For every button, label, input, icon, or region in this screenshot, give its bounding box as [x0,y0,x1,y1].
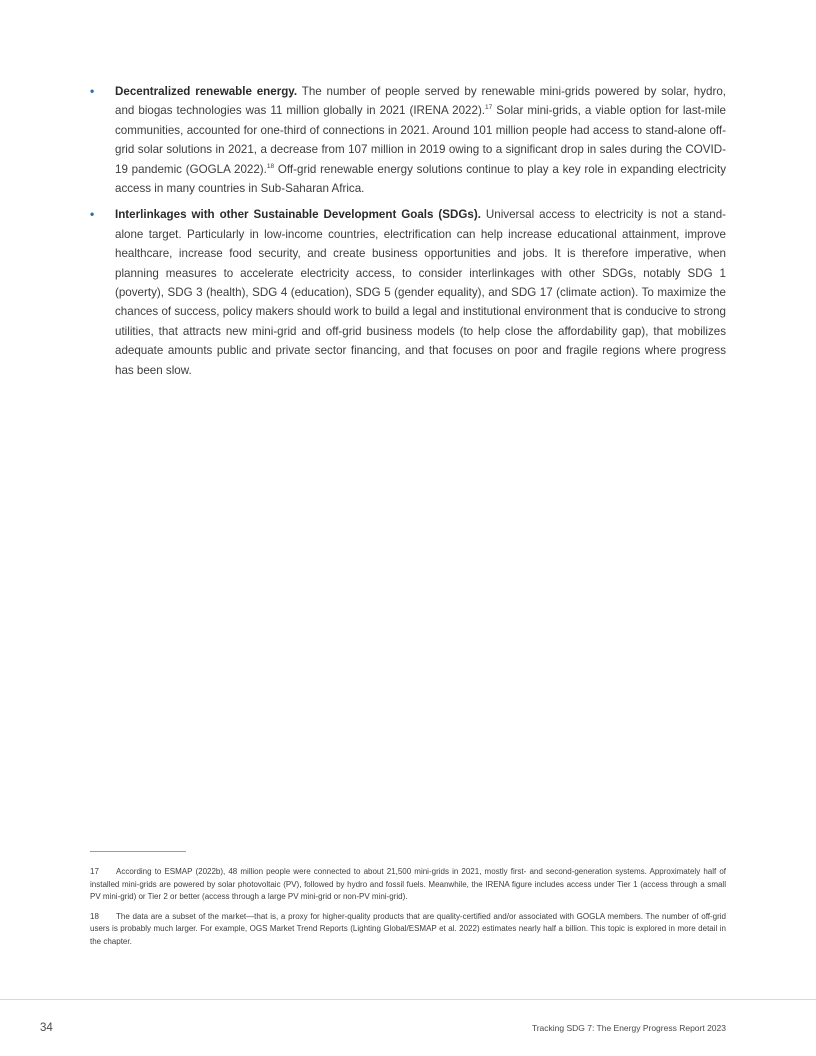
bullet-marker: • [90,84,95,98]
footnote-text: The data are a subset of the market—that is, a proxy for higher-quality products that are quality-certified and/or associated with GOGLA members. The number of off-grid users is probably much larger. For example, OGS Market Trend Reports (Lighting Global/ESMAP et al. 2022) estimates nearly half a billion. This topic is explored in more detail in the chapter. [90,911,726,946]
bullet-heading: Decentralized renewable energy. [115,85,298,98]
running-footer-title: Tracking SDG 7: The Energy Progress Report 2023 [531,1023,726,1033]
footnote-number: 18 [90,911,99,921]
page-number: 34 [40,1022,53,1034]
footnotes [90,866,726,955]
footnote-18 [90,911,726,949]
bullet-text: The number of people served by renewable mini-grids powered by solar, hydro, and biogas technologies was 11 million globally in 2021 (IRENA 2022). [115,85,726,118]
footnote-ref-17[interactable]: 17 [485,104,493,112]
footnote-text: According to ESMAP (2022b), 48 million people were connected to about 21,500 mini-grids in 2021, mostly first- and second-generation systems. Approximately half of installed mini-grids are powered by solar photovoltaic (PV), followed by hydro and fossil fuels. Meanwhile, the IRENA figure includes access under Tier 1 (access through a small PV mini-grid) or Tier 2 or better (access through a large PV mini-grid or non-PV mini-grid). [90,867,726,901]
bullet-heading: Interlinkages with other Sustainable Development Goals (SDGs). [115,208,481,222]
bullet-interlinkages-sdgs [90,205,726,380]
main-content [90,82,726,387]
bullet-text: Solar mini-grids, a viable option for last-mile communities, accounted for one-third of connections in 2021. Around 101 million people had access to stand-alone off-grid solar solutions in 2021, a decrease from 107 million in 2019 owing to a significant drop in sales during the COVID-19 pandemic (GOGLA 2022). [115,104,726,176]
footer-divider [0,999,816,1000]
bullet-marker: • [90,207,95,222]
bullet-text: Universal access to electricity is not a stand-alone target. Particularly in low-income countries, electrification can help increase educational attainment, improve healthcare, increase food security, and create business opportunities and jobs. It is therefore imperative, when planning measures to accelerate electricity access, to consider interlinkages with other SDGs, notably SDG 1 (poverty), SDG 3 (health), SDG 4 (education), SDG 5 (gender equality), and SDG 17 (climate action). To maximize the chances of success, policy makers should work to build a legal and institutional environment that is conducive to strong utilities, that attracts new mini-grid and off-grid business models (to help close the affordability gap), that mobilizes adequate amounts public and private sector financing, and that focuses on poor and fragile regions where progress has been slow. [115,208,726,377]
footnote-divider [90,851,186,852]
footnote-ref-18[interactable]: 18 [266,162,275,170]
bullet-decentralized-renewable-energy [90,82,726,198]
bullet-text: Off-grid renewable energy solutions continue to play a key role in expanding electricity access in many countries in Sub-Saharan Africa. [115,162,726,196]
footnote-number: 17 [90,867,99,876]
footnote-17 [90,866,726,904]
